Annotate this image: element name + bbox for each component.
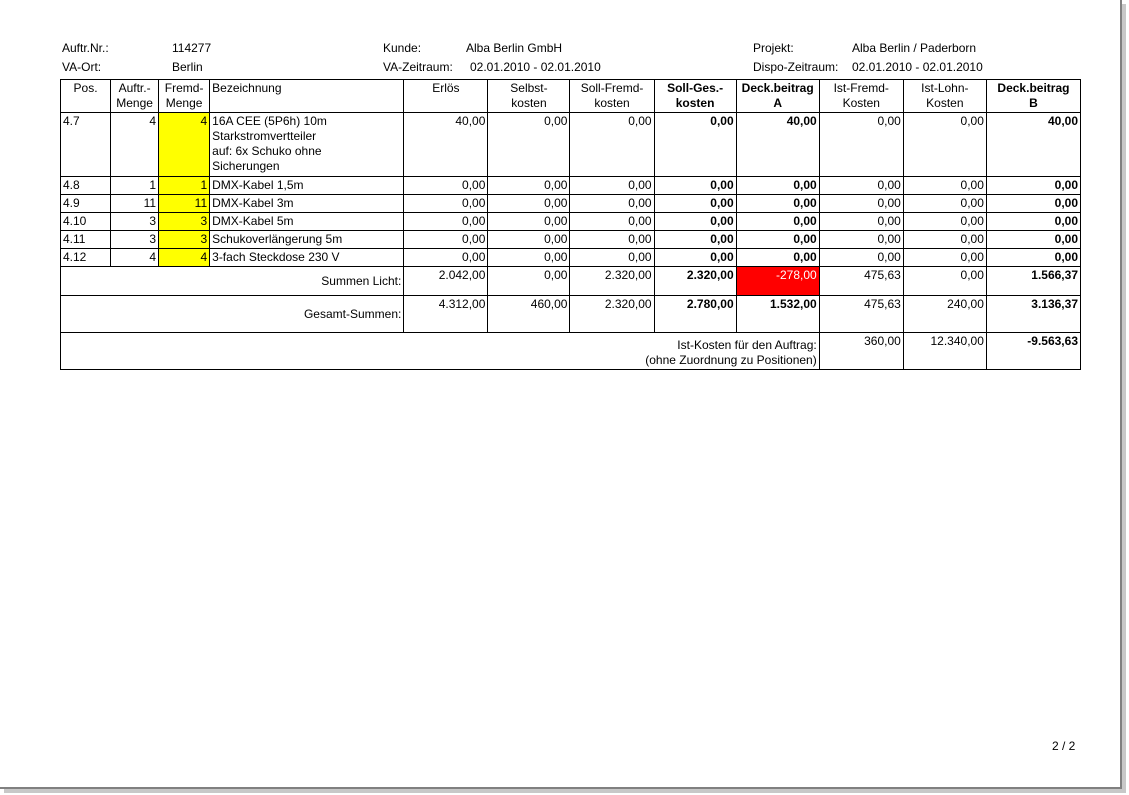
cell-ist-fremdkosten: 0,00 (819, 113, 903, 177)
cell-fremd-menge: 3 (159, 231, 210, 249)
cell-soll-geskosten: 0,00 (654, 195, 736, 213)
ist-kosten-label: Ist-Kosten für den Auftrag: (ohne Zuordnung zu Positionen) (61, 333, 820, 370)
cell-soll-geskosten: 0,00 (654, 231, 736, 249)
gesamt-summen-deckbeitrag-a: 1.532,00 (736, 296, 819, 333)
cell-pos: 4.11 (61, 231, 111, 249)
cell-deckbeitrag-a: 0,00 (736, 213, 819, 231)
cell-deckbeitrag-b: 0,00 (986, 195, 1080, 213)
table-header-row (61, 80, 1081, 113)
gesamt-summen-row (61, 296, 1081, 333)
col-header-soll-geskosten: Soll-Ges.- kosten (654, 80, 736, 113)
summen-licht-label: Summen Licht: (61, 267, 404, 296)
gesamt-summen-erloes: 4.312,00 (404, 296, 488, 333)
cell-erloes: 0,00 (404, 213, 488, 231)
cell-fremd-menge: 4 (159, 249, 210, 267)
summen-licht-soll-geskosten: 2.320,00 (654, 267, 736, 296)
va-ort-label: VA-Ort: (62, 60, 102, 74)
projekt-value: Alba Berlin / Paderborn (852, 41, 977, 55)
cell-bezeichnung: DMX-Kabel 3m (210, 195, 404, 213)
cell-bezeichnung: DMX-Kabel 5m (210, 213, 404, 231)
gesamt-summen-ist-lohnkosten: 240,00 (903, 296, 986, 333)
positions-table (60, 79, 1081, 370)
cell-pos: 4.12 (61, 249, 111, 267)
ist-kosten-ist-lohnkosten: 12.340,00 (903, 333, 986, 370)
cell-auftr-menge: 3 (111, 231, 159, 249)
va-zeitraum-value: 02.01.2010 - 02.01.2010 (470, 60, 601, 74)
cell-pos: 4.9 (61, 195, 111, 213)
cell-soll-fremdkosten: 0,00 (570, 231, 654, 249)
page-number: 2 / 2 (1052, 739, 1076, 753)
cell-soll-fremdkosten: 0,00 (570, 113, 654, 177)
cell-fremd-menge: 1 (159, 177, 210, 195)
summen-licht-selbstkosten: 0,00 (488, 267, 570, 296)
cell-deckbeitrag-a: 0,00 (736, 231, 819, 249)
cell-auftr-menge: 1 (111, 177, 159, 195)
cell-erloes: 0,00 (404, 177, 488, 195)
cell-selbstkosten: 0,00 (488, 177, 570, 195)
cell-soll-geskosten: 0,00 (654, 213, 736, 231)
cell-soll-geskosten: 0,00 (654, 113, 736, 177)
cell-deckbeitrag-b: 0,00 (986, 213, 1080, 231)
cell-deckbeitrag-a: 0,00 (736, 177, 819, 195)
cell-soll-fremdkosten: 0,00 (570, 177, 654, 195)
cell-deckbeitrag-a: 0,00 (736, 195, 819, 213)
ist-kosten-deckbeitrag-b: -9.563,63 (986, 333, 1080, 370)
cell-deckbeitrag-b: 0,00 (986, 231, 1080, 249)
dispo-zeitraum-label: Dispo-Zeitraum: (753, 60, 839, 74)
gesamt-summen-ist-fremdkosten: 475,63 (819, 296, 903, 333)
table-row (61, 231, 1081, 249)
cell-deckbeitrag-b: 0,00 (986, 249, 1080, 267)
col-header-deckbeitrag-b: Deck.beitrag B (986, 80, 1080, 113)
summen-licht-ist-lohnkosten: 0,00 (903, 267, 986, 296)
gesamt-summen-deckbeitrag-b: 3.136,37 (986, 296, 1080, 333)
cell-erloes: 0,00 (404, 249, 488, 267)
cell-erloes: 0,00 (404, 231, 488, 249)
cell-auftr-menge: 11 (111, 195, 159, 213)
cell-erloes: 0,00 (404, 195, 488, 213)
col-header-pos: Pos. (61, 80, 111, 113)
col-header-auftr-menge: Auftr.- Menge (111, 80, 159, 113)
dispo-zeitraum-value: 02.01.2010 - 02.01.2010 (852, 60, 983, 74)
col-header-bezeichnung: Bezeichnung (210, 80, 404, 113)
ist-kosten-ist-fremdkosten: 360,00 (819, 333, 903, 370)
cell-bezeichnung: DMX-Kabel 1,5m (210, 177, 404, 195)
summen-licht-erloes: 2.042,00 (404, 267, 488, 296)
cell-ist-lohnkosten: 0,00 (903, 195, 986, 213)
col-header-soll-fremdkosten: Soll-Fremd- kosten (570, 80, 654, 113)
summen-licht-soll-fremdkosten: 2.320,00 (570, 267, 654, 296)
cell-pos: 4.8 (61, 177, 111, 195)
cell-ist-fremdkosten: 0,00 (819, 195, 903, 213)
ist-kosten-row (61, 333, 1081, 370)
cell-fremd-menge: 4 (159, 113, 210, 177)
cell-auftr-menge: 3 (111, 213, 159, 231)
projekt-label: Projekt: (753, 41, 794, 55)
cell-ist-fremdkosten: 0,00 (819, 231, 903, 249)
cell-soll-geskosten: 0,00 (654, 249, 736, 267)
table-row (61, 113, 1081, 177)
cell-deckbeitrag-a: 0,00 (736, 249, 819, 267)
cell-ist-fremdkosten: 0,00 (819, 177, 903, 195)
cell-deckbeitrag-b: 40,00 (986, 113, 1080, 177)
gesamt-summen-label: Gesamt-Summen: (61, 296, 404, 333)
auftr-nr-label: Auftr.Nr.: (62, 41, 109, 55)
table-row (61, 213, 1081, 231)
table-row (61, 177, 1081, 195)
cell-ist-lohnkosten: 0,00 (903, 177, 986, 195)
cell-pos: 4.7 (61, 113, 111, 177)
col-header-ist-fremdkosten: Ist-Fremd- Kosten (819, 80, 903, 113)
cell-soll-fremdkosten: 0,00 (570, 213, 654, 231)
col-header-selbstkosten: Selbst- kosten (488, 80, 570, 113)
cell-ist-lohnkosten: 0,00 (903, 249, 986, 267)
kunde-value: Alba Berlin GmbH (466, 41, 563, 55)
cell-erloes: 40,00 (404, 113, 488, 177)
summen-licht-deckbeitrag-a: -278,00 (736, 267, 819, 296)
kunde-label: Kunde: (383, 41, 422, 55)
summen-licht-deckbeitrag-b: 1.566,37 (986, 267, 1080, 296)
cell-ist-lohnkosten: 0,00 (903, 213, 986, 231)
cell-ist-fremdkosten: 0,00 (819, 213, 903, 231)
gesamt-summen-soll-geskosten: 2.780,00 (654, 296, 736, 333)
cell-soll-fremdkosten: 0,00 (570, 195, 654, 213)
cell-selbstkosten: 0,00 (488, 249, 570, 267)
cell-auftr-menge: 4 (111, 113, 159, 177)
cell-pos: 4.10 (61, 213, 111, 231)
summen-licht-row (61, 267, 1081, 296)
cell-selbstkosten: 0,00 (488, 113, 570, 177)
cell-soll-geskosten: 0,00 (654, 177, 736, 195)
gesamt-summen-selbstkosten: 460,00 (488, 296, 570, 333)
cell-soll-fremdkosten: 0,00 (570, 249, 654, 267)
col-header-ist-lohnkosten: Ist-Lohn- Kosten (903, 80, 986, 113)
auftr-nr-value: 114277 (172, 41, 212, 55)
cell-selbstkosten: 0,00 (488, 195, 570, 213)
cell-auftr-menge: 4 (111, 249, 159, 267)
col-header-deckbeitrag-a: Deck.beitrag A (736, 80, 819, 113)
table-row (61, 249, 1081, 267)
cell-bezeichnung: 16A CEE (5P6h) 10m Starkstromvertteiler auf: 6x Schuko ohne Sicherungen (210, 113, 404, 177)
va-zeitraum-label: VA-Zeitraum: (383, 60, 453, 74)
summen-licht-ist-fremdkosten: 475,63 (819, 267, 903, 296)
cell-fremd-menge: 11 (159, 195, 210, 213)
cell-deckbeitrag-a: 40,00 (736, 113, 819, 177)
cell-selbstkosten: 0,00 (488, 213, 570, 231)
col-header-fremd-menge: Fremd- Menge (159, 80, 210, 113)
cell-bezeichnung: Schukoverlängerung 5m (210, 231, 404, 249)
va-ort-value: Berlin (172, 60, 203, 74)
cell-ist-lohnkosten: 0,00 (903, 113, 986, 177)
table-row (61, 195, 1081, 213)
cell-selbstkosten: 0,00 (488, 231, 570, 249)
cell-ist-fremdkosten: 0,00 (819, 249, 903, 267)
gesamt-summen-soll-fremdkosten: 2.320,00 (570, 296, 654, 333)
cell-deckbeitrag-b: 0,00 (986, 177, 1080, 195)
cell-bezeichnung: 3-fach Steckdose 230 V (210, 249, 404, 267)
cell-ist-lohnkosten: 0,00 (903, 231, 986, 249)
cell-fremd-menge: 3 (159, 213, 210, 231)
col-header-erloes: Erlös (404, 80, 488, 113)
